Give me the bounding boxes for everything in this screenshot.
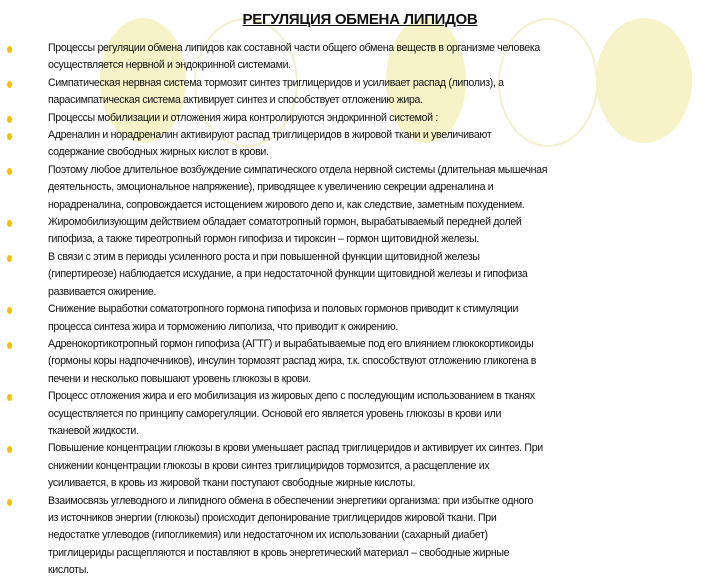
list-item-text-line: (гипертиреозе) наблюдается исхудание, а при недостаточной функции щитовидной железы и гипофиза	[48, 268, 528, 281]
list-item-text-line: Взаимосвязь углеводного и липидного обмена в обеспечении энергетики организма: при избытке одного	[48, 494, 534, 507]
list-item-text-line: Процессы регуляции обмена липидов как составной части общего обмена веществ в организме человека	[48, 42, 540, 54]
list-item	[0, 301, 720, 336]
bullet-icon	[7, 133, 12, 140]
list-item-text-line: Процесс отложения жира и его мобилизация из жировых депо с последующим использованием в тканях	[48, 390, 535, 403]
list-item-text-line: осуществляется нервной и эндокринной системами.	[48, 59, 291, 72]
list-item	[0, 440, 720, 492]
list-item-text-line: развивается ожирение.	[48, 285, 157, 298]
list-item	[0, 388, 720, 440]
list-item-text-line: (гормоны коры надпочечников), инсулин тормозят распад жира, т.к. способствуют отложению гликогена в	[48, 355, 537, 368]
list-item	[0, 40, 720, 75]
list-item	[0, 162, 720, 214]
list-item-text-line: тканевой жидкости.	[48, 424, 139, 437]
list-item	[0, 75, 720, 110]
list-item-text-line: Адренокортикотропный гормон гипофиза (АГТГ) и вырабатываемые под его влиянием глюкокортикоиды	[48, 337, 534, 350]
list-item	[0, 493, 720, 580]
bullet-icon	[7, 46, 12, 53]
list-item-text-line: Жиромобилизующим действием обладает соматотропный гормон, вырабатываемый передней долей	[48, 216, 522, 229]
list-item	[0, 214, 720, 249]
bullet-icon	[7, 446, 12, 453]
list-item-text-line: деятельность, эмоциональное напряжение), приводящее к увеличению секреции адреналина и	[48, 181, 494, 194]
bullet-icon	[7, 394, 12, 401]
list-item-text-line: снижении концентрации глюкозы в крови синтез триглициридов тормозится, а расщепление их	[48, 459, 490, 472]
list-item-text-line: Поэтому любое длительное возбуждение симпатического отдела нервной системы (длительная мышечная	[48, 163, 548, 176]
list-item-text-line: кислоты.	[48, 564, 89, 577]
list-item	[0, 249, 720, 301]
list-item-text-line: Повышение концентрации глюкозы в крови уменьшает распад триглицеридов и активирует их синтез. При	[48, 442, 543, 455]
bullet-icon	[7, 81, 12, 88]
bullet-icon	[7, 307, 12, 314]
bullet-icon	[7, 220, 12, 227]
bullet-icon	[7, 116, 12, 123]
list-item-text-line: недостатке углеводов (гипогликемия) или недостаточном их использовании (сахарный диабет)	[48, 529, 488, 542]
list-item-text-line: печени и несколько повышают уровень глюкозы в крови.	[48, 372, 311, 385]
list-item-text-line: из источников энергии (глюкозы) происходит депонирование триглицеридов жировой ткани. При	[48, 511, 497, 524]
list-item-text-line: осуществляется по принципу саморегуляции. Основой его является уровень глюкозы в крови или	[48, 407, 502, 420]
list-item-text-line: содержание свободных жирных кислот в крови.	[48, 146, 269, 159]
list-item-text-line: норадреналина, сопровождается истощением жирового депо и, как следствие, заметным похудением.	[48, 198, 525, 211]
list-item-text-line: Снижение выработки соматотропного гормона гипофиза и половых гормонов приводит к стимуляции	[48, 303, 519, 316]
list-item	[0, 336, 720, 388]
list-item-text-line: гипофиза, а также тиреотропный гормон гипофиза и тироксин – гормон щитовидной железы.	[48, 233, 479, 246]
list-item-text-line: парасимпатическая система активирует синтез и способствует отложению жира.	[48, 94, 423, 107]
bullet-icon	[7, 168, 12, 175]
list-item	[0, 110, 720, 127]
list-item-text-line: процесса синтеза жира и торможению липолиза, что приводит к ожирению.	[48, 320, 398, 333]
bullet-icon	[7, 499, 12, 506]
bullet-list	[0, 40, 720, 580]
bullet-icon	[7, 342, 12, 349]
list-item-text-line: Симпатическая нервная система тормозит синтез триглицеридов и усиливает распад (липолиз), а	[48, 76, 504, 89]
slide-title: РЕГУЛЯЦИЯ ОБМЕНА ЛИПИДОВ	[242, 11, 478, 28]
bullet-icon	[7, 255, 12, 262]
list-item	[0, 127, 720, 162]
list-item-text-line: триглицериды расщепляются и поставляют в кровь энергетический материал – свободные жирные	[48, 546, 510, 559]
list-item-text-line: усиливается, в кровь из жировой ткани поступают свободные жирные кислоты.	[48, 477, 416, 490]
list-item-text-line: Адреналин и норадреналин активируют распад триглицеридов в жировой ткани и увеличивают	[48, 129, 492, 142]
list-item-text-line: В связи с этим в периоды усиленного роста и при повышенной функции щитовидной железы	[48, 250, 480, 263]
list-item-text-line: Процессы мобилизации и отложения жира контролируются эндокринной системой :	[48, 111, 439, 124]
